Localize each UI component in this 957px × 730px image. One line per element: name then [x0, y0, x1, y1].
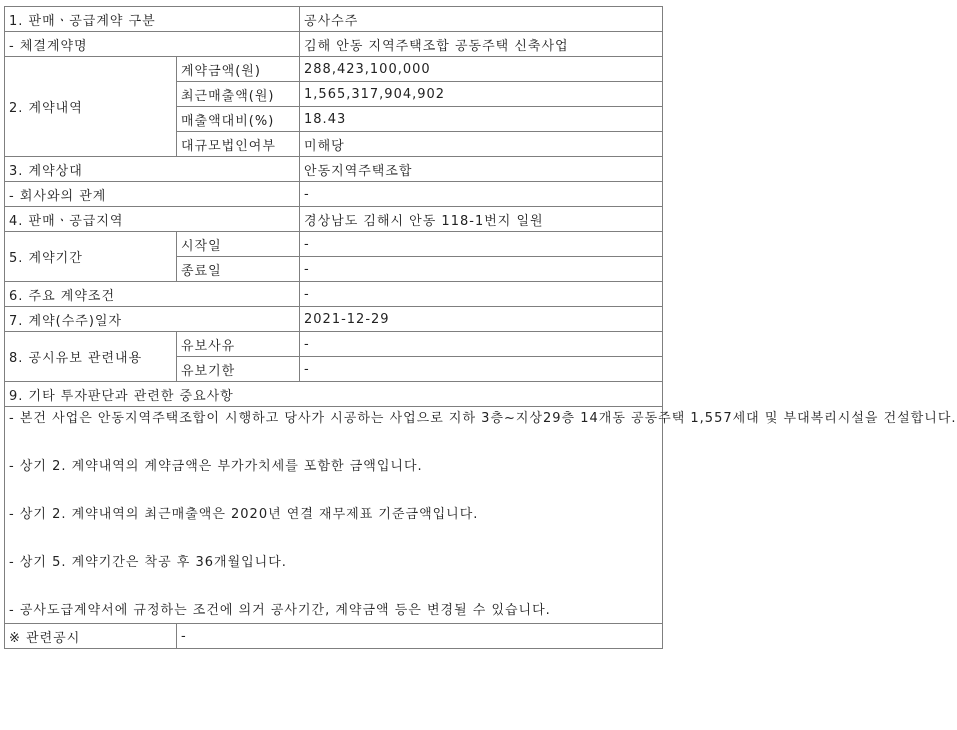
row-counterparty	[5, 157, 663, 182]
other-notes	[5, 407, 957, 624]
relation-label: - 회사와의 관계	[5, 182, 300, 207]
large-corp-value: 미해당	[300, 132, 663, 157]
contract-disclosure-table	[4, 6, 957, 649]
related-label: ※ 관련공시	[5, 624, 177, 649]
counterparty-label: 3. 계약상대	[5, 157, 300, 182]
recent-sales-value: 1,565,317,904,902	[300, 82, 663, 107]
reservation-deadline-label: 유보기한	[177, 357, 300, 382]
note-item: - 상기 2. 계약내역의 최근매출액은 2020년 연결 재무제표 기준금액입니다.	[9, 507, 479, 522]
contract-name-label: - 체결계약명	[5, 32, 300, 57]
period-start-value: -	[300, 232, 663, 257]
sales-ratio-value: 18.43	[300, 107, 663, 132]
region-label: 4. 판매ㆍ공급지역	[5, 207, 300, 232]
note-item: - 공사도급계약서에 규정하는 조건에 의거 공사기간, 계약금액 등은 변경될 수 있습니다.	[9, 603, 551, 618]
contract-name-value: 김해 안동 지역주택조합 공동주택 신축사업	[300, 32, 663, 57]
period-start-label: 시작일	[177, 232, 300, 257]
recent-sales-label: 최근매출액(원)	[177, 82, 300, 107]
row-conditions	[5, 282, 663, 307]
row-related	[5, 624, 663, 649]
row-relation	[5, 182, 663, 207]
period-label: 5. 계약기간	[5, 232, 177, 282]
region-value: 경상남도 김해시 안동 118-1번지 일원	[300, 207, 663, 232]
conditions-label: 6. 주요 계약조건	[5, 282, 300, 307]
row-sale-type	[5, 7, 663, 32]
sales-ratio-label: 매출액대비(%)	[177, 107, 300, 132]
contract-amount-label: 계약금액(원)	[177, 57, 300, 82]
row-reservation-reason	[5, 332, 663, 357]
period-end-label: 종료일	[177, 257, 300, 282]
conditions-value: -	[300, 282, 663, 307]
row-other-heading	[5, 382, 663, 407]
sale-type-value: 공사수주	[300, 7, 663, 32]
contract-details-label: 2. 계약내역	[5, 57, 177, 157]
reservation-deadline-value: -	[300, 357, 663, 382]
note-item: - 상기 5. 계약기간은 착공 후 36개월입니다.	[9, 555, 287, 570]
contract-amount-value: 288,423,100,000	[300, 57, 663, 82]
contract-date-label: 7. 계약(수주)일자	[5, 307, 300, 332]
reservation-reason-value: -	[300, 332, 663, 357]
other-heading: 9. 기타 투자판단과 관련한 중요사항	[5, 382, 663, 407]
reservation-label: 8. 공시유보 관련내용	[5, 332, 177, 382]
large-corp-label: 대규모법인여부	[177, 132, 300, 157]
row-other-notes	[5, 407, 663, 624]
related-value: -	[177, 624, 663, 649]
reservation-reason-label: 유보사유	[177, 332, 300, 357]
row-region	[5, 207, 663, 232]
period-end-value: -	[300, 257, 663, 282]
counterparty-value: 안동지역주택조합	[300, 157, 663, 182]
sale-type-label: 1. 판매ㆍ공급계약 구분	[5, 7, 300, 32]
note-item: - 본건 사업은 안동지역주택조합이 시행하고 당사가 시공하는 사업으로 지하 3층~지상29층 14개동 공동주택 1,557세대 및 부대복리시설을 건설합니다.	[9, 411, 957, 426]
relation-value: -	[300, 182, 663, 207]
row-contract-amount	[5, 57, 663, 82]
row-contract-name	[5, 32, 663, 57]
note-item: - 상기 2. 계약내역의 계약금액은 부가가치세를 포함한 금액입니다.	[9, 459, 423, 474]
contract-date-value: 2021-12-29	[300, 307, 663, 332]
row-period-start	[5, 232, 663, 257]
row-contract-date	[5, 307, 663, 332]
